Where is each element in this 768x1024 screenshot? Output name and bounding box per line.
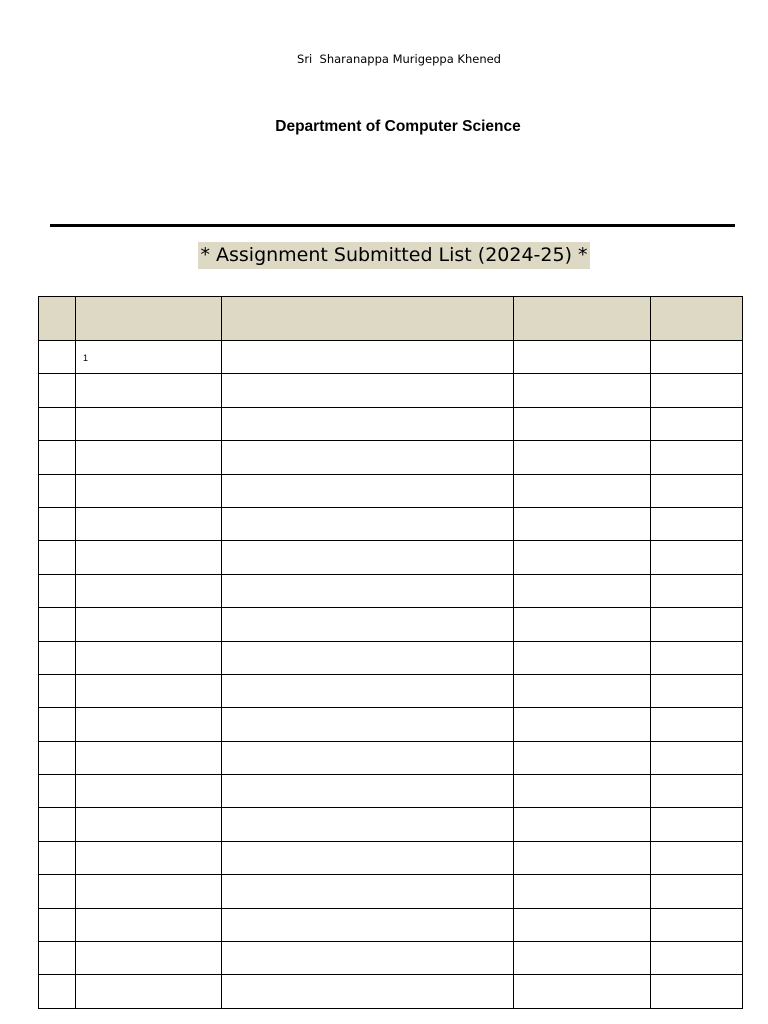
table-row (39, 975, 743, 1008)
table-cell[interactable] (514, 908, 651, 941)
table-cell[interactable] (39, 942, 76, 975)
table-cell[interactable] (222, 708, 514, 741)
table-cell[interactable] (76, 507, 222, 540)
table-cell[interactable] (76, 942, 222, 975)
table-cell[interactable] (222, 507, 514, 540)
column-header (222, 297, 514, 341)
table-cell[interactable] (651, 841, 743, 874)
table-cell[interactable] (222, 407, 514, 440)
table-cell[interactable] (651, 741, 743, 774)
table-cell[interactable] (514, 674, 651, 707)
table-cell[interactable] (39, 975, 76, 1008)
table-cell[interactable] (39, 608, 76, 641)
table-cell[interactable] (651, 942, 743, 975)
table-cell[interactable] (76, 975, 222, 1008)
assignment-table (38, 296, 743, 1009)
table-row (39, 942, 743, 975)
table-cell[interactable] (39, 808, 76, 841)
table-row (39, 841, 743, 874)
college-name: Sri Sharanappa Murigeppa Khened (297, 52, 501, 66)
table-cell[interactable] (76, 574, 222, 607)
table-cell[interactable] (39, 541, 76, 574)
table-cell[interactable] (39, 641, 76, 674)
table-cell[interactable] (222, 474, 514, 507)
table-cell[interactable] (651, 507, 743, 540)
table-cell[interactable] (39, 341, 76, 374)
table-cell[interactable] (76, 708, 222, 741)
table-row (39, 507, 743, 540)
table-cell[interactable] (514, 808, 651, 841)
table-cell[interactable] (76, 741, 222, 774)
table-cell[interactable] (222, 574, 514, 607)
table-cell[interactable] (222, 741, 514, 774)
table-cell[interactable] (76, 374, 222, 407)
table-cell[interactable] (651, 641, 743, 674)
table-cell[interactable] (514, 507, 651, 540)
table-cell[interactable] (651, 708, 743, 741)
table-cell[interactable] (76, 474, 222, 507)
table-cell[interactable] (222, 908, 514, 941)
table-cell[interactable] (222, 841, 514, 874)
table-row (39, 875, 743, 908)
table-cell[interactable] (514, 708, 651, 741)
table-cell[interactable] (514, 841, 651, 874)
table-row (39, 708, 743, 741)
table-cell[interactable] (39, 374, 76, 407)
table-cell[interactable] (76, 441, 222, 474)
table-header-row (39, 297, 743, 341)
table-cell[interactable] (514, 942, 651, 975)
table-cell[interactable] (76, 841, 222, 874)
table-cell[interactable] (222, 674, 514, 707)
table-cell[interactable] (39, 407, 76, 440)
table-cell[interactable] (39, 674, 76, 707)
table-cell[interactable] (39, 574, 76, 607)
table-cell[interactable] (222, 341, 514, 374)
table-cell[interactable] (222, 541, 514, 574)
table-cell[interactable] (39, 908, 76, 941)
table-row (39, 541, 743, 574)
column-header (39, 297, 76, 341)
title-container (0, 242, 768, 269)
table-row (39, 608, 743, 641)
table-cell[interactable] (222, 975, 514, 1008)
table-cell[interactable] (222, 942, 514, 975)
page-title: * Assignment Submitted List (2024-25) * (198, 242, 589, 269)
table-cell[interactable] (651, 541, 743, 574)
table-cell[interactable] (76, 674, 222, 707)
table-cell[interactable] (514, 341, 651, 374)
table-cell[interactable] (222, 641, 514, 674)
table-cell[interactable] (651, 474, 743, 507)
table-cell[interactable] (39, 441, 76, 474)
table-cell[interactable] (76, 541, 222, 574)
table-cell[interactable] (76, 407, 222, 440)
table-cell[interactable] (514, 608, 651, 641)
table-cell[interactable]: 1 (76, 341, 222, 374)
table-cell[interactable] (651, 374, 743, 407)
table-cell[interactable] (651, 908, 743, 941)
table-cell[interactable] (651, 407, 743, 440)
table-cell[interactable] (514, 741, 651, 774)
table-row (39, 674, 743, 707)
table-row (39, 374, 743, 407)
table-row (39, 775, 743, 808)
department-name: Department of Computer Science (275, 118, 521, 135)
table-cell[interactable] (76, 775, 222, 808)
table-cell[interactable] (222, 441, 514, 474)
table-cell[interactable] (651, 975, 743, 1008)
column-header (651, 297, 743, 341)
table-row (39, 474, 743, 507)
table-cell[interactable] (39, 708, 76, 741)
table-cell[interactable] (39, 875, 76, 908)
table-cell[interactable] (222, 374, 514, 407)
table-cell[interactable] (514, 641, 651, 674)
horizontal-rule (50, 224, 735, 227)
table-row (39, 441, 743, 474)
table-cell[interactable] (39, 474, 76, 507)
table-cell[interactable] (76, 608, 222, 641)
table-cell[interactable] (514, 775, 651, 808)
table-cell[interactable] (651, 875, 743, 908)
table-cell[interactable] (76, 908, 222, 941)
table-row (39, 574, 743, 607)
table-cell[interactable] (651, 341, 743, 374)
table-cell[interactable] (651, 574, 743, 607)
table-cell[interactable] (514, 374, 651, 407)
column-header (514, 297, 651, 341)
table-row (39, 808, 743, 841)
table-cell[interactable] (651, 775, 743, 808)
table-cell[interactable] (39, 841, 76, 874)
table-body (39, 341, 743, 1009)
table-cell[interactable] (222, 608, 514, 641)
table-cell[interactable] (514, 541, 651, 574)
table-cell[interactable] (39, 741, 76, 774)
table-cell[interactable] (76, 808, 222, 841)
table-cell[interactable] (39, 775, 76, 808)
table-cell[interactable] (222, 808, 514, 841)
table-cell[interactable] (651, 441, 743, 474)
table-cell[interactable] (514, 875, 651, 908)
table-row (39, 641, 743, 674)
table-cell[interactable] (514, 474, 651, 507)
table-row (39, 908, 743, 941)
table-cell[interactable] (514, 407, 651, 440)
table-cell[interactable] (76, 875, 222, 908)
table-cell[interactable] (651, 608, 743, 641)
table-cell[interactable] (514, 975, 651, 1008)
table-row (39, 741, 743, 774)
table-cell[interactable] (222, 875, 514, 908)
table-cell[interactable] (39, 507, 76, 540)
table-cell[interactable] (651, 808, 743, 841)
table-cell[interactable] (222, 775, 514, 808)
table-row (39, 407, 743, 440)
table-cell[interactable] (514, 441, 651, 474)
table-row (39, 341, 743, 374)
table-cell[interactable] (76, 641, 222, 674)
column-header (76, 297, 222, 341)
table-cell[interactable] (514, 574, 651, 607)
table-cell[interactable] (651, 674, 743, 707)
